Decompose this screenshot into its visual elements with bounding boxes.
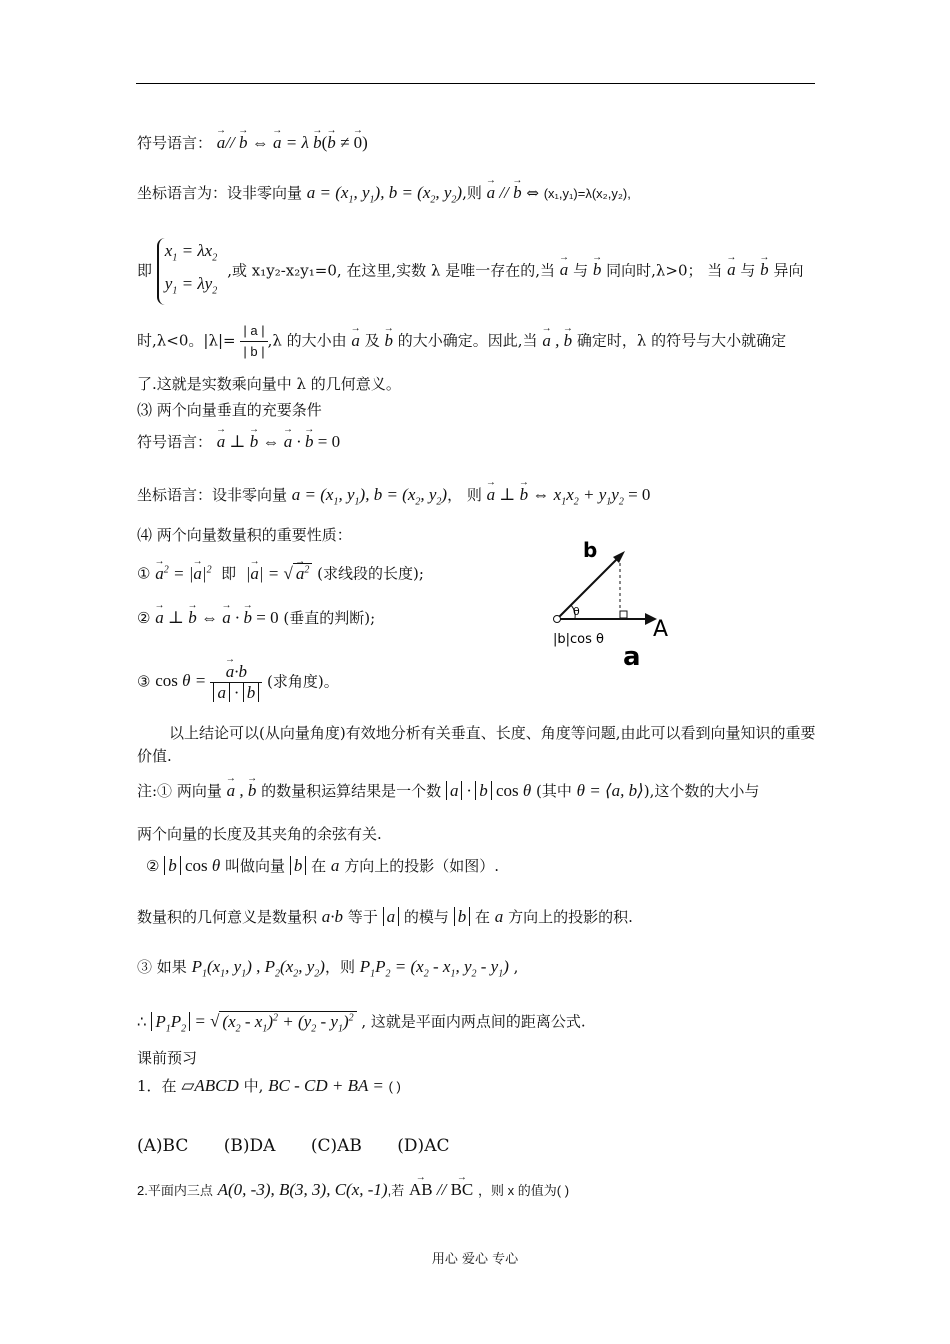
text: ③ [137, 672, 151, 691]
answer-paren: ( ) [388, 1079, 401, 1094]
formula-perp: → a ⊥ → b ⇔ → a · → b = 0 [217, 432, 340, 451]
vector-a: → a [560, 260, 569, 280]
text: 叫做向量 [225, 857, 286, 875]
theta-mark: θ [573, 605, 580, 618]
text: 方向上的投影的积. [508, 908, 633, 926]
text: ,λ 的大小由 [267, 331, 347, 350]
text: ， 则 [447, 486, 482, 504]
geometric-meaning-dot [137, 907, 633, 927]
text: 等于 [347, 908, 378, 926]
question-1-options [137, 1136, 449, 1156]
text: 确定时，λ 的符号与大小就确定 [576, 331, 787, 350]
text: 异向 [773, 261, 804, 280]
text: ② [137, 609, 151, 627]
coord-relation: (x₁,y₁)=λ(x₂,y₂), [543, 186, 631, 201]
vector-b: → b [593, 260, 602, 280]
formula-perp-coord: → a ⊥ → b ⇔ $x_1x_2 + y_1y_2 = 0$ [487, 485, 651, 504]
text: (其中 [536, 782, 572, 800]
parallelogram-abcd: ▱ABCD [181, 1076, 239, 1095]
text: ① [137, 564, 151, 583]
formula-projection: b cos θ [164, 856, 220, 875]
coordinate-language-perp [137, 485, 650, 512]
option-d: (D)AC [397, 1136, 450, 1156]
conclusion-paragraph: 以上结论可以(从向量角度)有效地分析有关垂直、长度、角度等问题,由此可以看到向量知识的重要价值. [137, 724, 816, 765]
text: 时,λ<0。|λ|= [137, 331, 236, 350]
text: (求角度)。 [267, 672, 339, 691]
formula-theta-angle: θ = ⟨a, b⟩ [576, 781, 644, 800]
label: 符号语言： [137, 134, 213, 152]
formula-vectors: $a = (x_1$, $y_1$), $b = (x_2$, $y_2$) [291, 485, 448, 508]
vector-b-line [557, 557, 619, 619]
text: ),这个数的大小与 [643, 782, 760, 800]
text: 在 [474, 908, 490, 926]
formula-ab-parallel: → a // → b [487, 183, 522, 202]
section-perpendicular: ⑶ 两个向量垂直的充要条件 [137, 401, 322, 419]
note-3-points: ③ 如果 $P_1(x_1$, $y_1$) , $P_2(x_2$, $y_2$)，则 $P_1P_2 = (x_2 - x_1$, $y_2 - y_1$) , [137, 957, 519, 980]
text: (求线段的长度); [317, 564, 424, 583]
abs-a: a [383, 907, 400, 926]
text: (垂直的判断); [283, 609, 376, 627]
label: 坐标语言：设非零向量 [137, 486, 288, 504]
text: ② [146, 857, 160, 875]
text: 在 [311, 857, 327, 875]
text: 方向上的投影（如图）. [344, 857, 499, 875]
note-1 [137, 781, 759, 801]
fraction-abs-a-over-abs-b: $\frac{| a |}{| b |}$ [240, 321, 267, 362]
symbol-ab: a·b [321, 907, 344, 926]
right-angle-mark [620, 611, 627, 618]
text: 数量积的几何意义是数量积 [137, 908, 318, 926]
abs-b: b [290, 856, 307, 875]
option-b: (B)DA [223, 1136, 276, 1156]
text: 中, [243, 1077, 264, 1095]
formula-points: $P_1(x_1$, $y_1$) , $P_2(x_2$, $y_2$) [191, 957, 325, 980]
text: , 这就是平面内两点间的距离公式. [361, 1012, 586, 1031]
text: 的数量积运算结果是一个数 [261, 782, 442, 800]
text: 与 [740, 261, 756, 280]
formula-dot-value: a · b cos θ [446, 781, 531, 800]
section-dot-product-properties: ⑷ 两个向量数量积的重要性质： [137, 526, 352, 544]
text: 注:① 两向量 [137, 782, 222, 800]
page-footer: 用心 爱心 专心 [431, 1252, 519, 1267]
projection-figure [545, 535, 675, 675]
text: 1．在 [137, 1077, 177, 1095]
geometric-meaning-line: 了.这就是实数乘向量中 λ 的几何意义。 [137, 375, 401, 393]
text: ，则 x 的值为( ) [478, 1183, 570, 1198]
label: 坐标语言为：设非零向量 [137, 184, 303, 202]
symbol-a: a [330, 856, 340, 875]
vectors-a-b: → a , → b [542, 331, 572, 350]
abs-b: b [454, 907, 471, 926]
formula-distance: $P_1P_2$ = √ $(x_2 - x_1)^2 + (y_2 - y_1)^2$ [151, 1011, 356, 1031]
origin-point [554, 616, 561, 623]
distance-formula-line [137, 1008, 586, 1039]
formula-parallel: → a// → b ⇔ → a = λ → b(→ b ≠ → 0) [217, 133, 368, 152]
text: ∴ [137, 1012, 147, 1031]
symbol-language-perp [137, 432, 340, 452]
label-a: a [623, 642, 641, 672]
vectors-a-b: → a , → b [227, 781, 257, 800]
formula-ab-bc-parallel: → AB // → BC [409, 1180, 473, 1199]
property-perpendicular [137, 608, 375, 628]
text: ,则 [462, 184, 482, 202]
question-2 [137, 1180, 569, 1201]
question-1 [137, 1076, 401, 1097]
symbol-language-parallel [137, 133, 368, 153]
vector-a: → a [351, 331, 360, 351]
vector-b: → b [384, 331, 393, 351]
property-angle [137, 662, 339, 703]
coordinate-language-parallel: 坐标语言为：设非零向量 $a = (x_1$, $y_1$), $b = (x_2$, $y_2$),则 → a // → b ⇔ (x₁,y₁)=λ(x₂,y₂), [137, 183, 631, 210]
text: ③ 如果 [137, 958, 187, 976]
formula-p1p2-vector: $P_1P_2 = (x_2 - x_1$, $y_2 - y_1$) [359, 957, 509, 980]
vector-a: → a [727, 260, 736, 280]
header-rule [136, 83, 815, 84]
formula-length: → $a^2$ = |→ $a|^2$ [155, 564, 211, 583]
option-a: (A)BC [137, 1136, 189, 1156]
symbol-a: a [494, 907, 504, 926]
formula-points-abc: A(0, -3), B(3, 3), C(x, -1) [217, 1180, 388, 1199]
formula-q1: BC - CD + BA = [268, 1076, 384, 1095]
label: 符号语言： [137, 433, 213, 451]
text: 2.平面内三点 [137, 1183, 213, 1198]
text: 即 [137, 261, 153, 280]
text: 即 [221, 564, 237, 583]
text: ，则 [324, 958, 355, 976]
text: 的大小确定。因此,当 [397, 331, 538, 350]
note-1-continued: 两个向量的长度及其夹角的余弦有关. [137, 825, 382, 843]
text: ,若 [387, 1183, 405, 1198]
formula-perp-judge: → a ⊥ → b ⇔ → a · → b = 0 [155, 608, 278, 627]
label-b: b [583, 538, 598, 562]
text: 及 [364, 331, 380, 350]
label-projection: |b|cos θ [553, 632, 604, 647]
property-length [137, 560, 424, 584]
lambda-magnitude-line [137, 321, 786, 362]
system-of-equations: $x_1 = \lambda x_2$ $y_1 = \lambda y_2$ [157, 238, 223, 305]
formula-cos-theta: cos θ = → $\frac{a\cdot b}{a \cdot b}$ [155, 671, 262, 690]
note-2-projection [146, 856, 499, 876]
text: ,或 x₁y₂-x₂y₁=0, 在这里,实数 λ 是唯一存在的,当 [227, 261, 555, 280]
label-A: A [653, 617, 669, 642]
vector-b: → b [760, 260, 769, 280]
option-c: (C)AB [310, 1136, 362, 1156]
section-preview: 课前预习 [137, 1049, 198, 1067]
parallel-condition-line [137, 238, 803, 305]
text: 的模与 [403, 908, 449, 926]
text: 与 [573, 261, 589, 280]
text: 同向时,λ>0； 当 [606, 261, 723, 280]
formula-vectors: $a = (x_1$, $y_1$), $b = (x_2$, $y_2$) [306, 183, 463, 206]
formula-abs-sqrt: |→ a| = √→ $a^2$ [246, 564, 313, 583]
